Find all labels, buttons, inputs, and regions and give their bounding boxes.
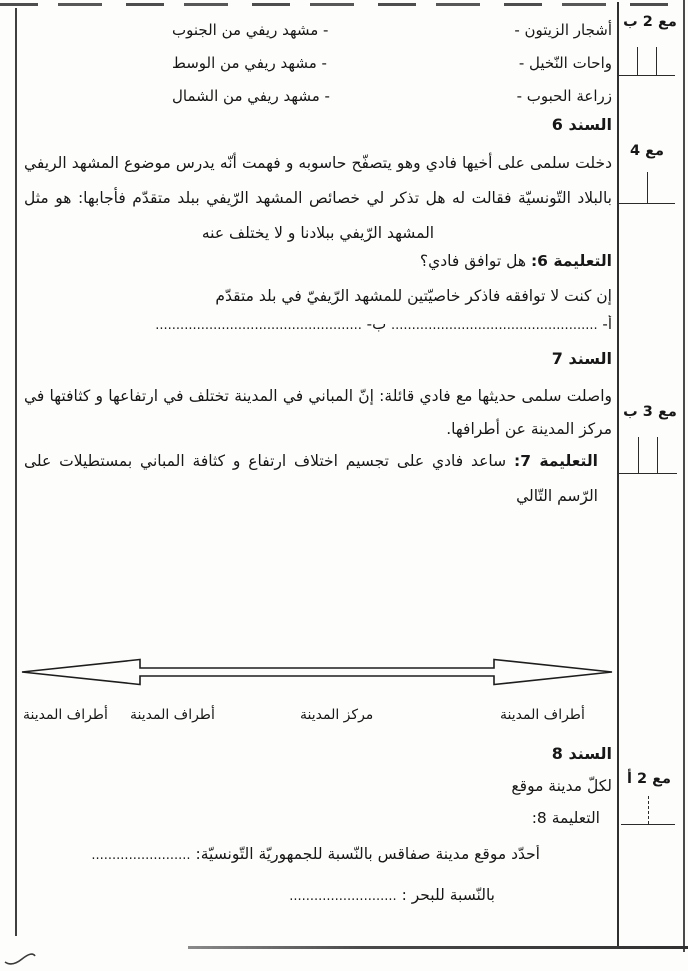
score-cell (619, 47, 637, 75)
taalima6-question: هل توافق فادي؟ (419, 252, 526, 270)
matching-row (172, 47, 612, 80)
score-cell (619, 437, 638, 473)
sanad8-line1-text: أحدّد موقع مدينة صفاقس بالنّسبة للجمهوريّة التّونسيّة: (195, 845, 540, 863)
score-label-3: مع 3 ب (623, 404, 677, 420)
sanad8-title: السند 8 (551, 744, 612, 763)
sanad6-body: دخلت سلمى على أخيها فادي وهو يتصفّح حاسوبه و فهمت أنّه يدرس موضوع المشهد الريفي بالبلاد التّونسيّة فقالت له هل تذكر لي خصائص المشهد الرّيفي ببلد متقدّم فأجابها: هو مثل المشهد الرّيفي ببلادنا و لا يختلف عنه (24, 154, 612, 242)
score-label-2: مع 4 (629, 143, 665, 159)
left-border (15, 8, 17, 936)
sanad7-title: السند 7 (551, 349, 612, 368)
matching-right-item: واحات النّخيل - (518, 54, 612, 72)
matching-row (172, 80, 612, 113)
taalima8-label: التعليمة 8: (531, 809, 600, 827)
matching-left-item: - مشهد ريفي من الجنوب (172, 21, 329, 39)
sanad8-answer-line-1 (91, 845, 540, 863)
sanad8-line2-dotted-line: .......................... (289, 889, 397, 904)
sanad8-answer-line-2 (289, 886, 495, 904)
score-cell (621, 796, 648, 824)
matching-row (172, 14, 612, 47)
answer-line-6 (28, 315, 612, 333)
score-cell (637, 47, 656, 75)
top-border-dashed (0, 3, 688, 6)
sanad8-body: لكلّ مدينة موقع (511, 777, 612, 795)
answer-b-dotted-line: .................................................. (155, 318, 362, 333)
taalima7-label: التعليمة 7: (514, 452, 598, 470)
score-box-1 (619, 47, 675, 76)
sanad7-body: واصلت سلمى حديثها مع فادي قائلة: إنّ المباني في المدينة تختلف في ارتفاعها و كثافتها في مركز المدينة عن أطرافها. (24, 387, 612, 438)
matching-left-item: - مشهد ريفي من الشمال (172, 87, 330, 105)
double-arrow-icon (20, 655, 614, 689)
score-box-3 (619, 437, 677, 474)
answer-b-label: ب- (366, 315, 387, 333)
taalima7-text: ساعد فادي على تجسيم اختلاف ارتفاع و كثافة المباني بمستطيلات على الرّسم التّالي (24, 452, 598, 505)
answer-a-label: أ- (602, 315, 612, 333)
diagram-label-outskirts-left-outer: أطراف المدينة (23, 707, 108, 723)
score-box-2 (619, 172, 675, 204)
diagram-label-city-center: مركز المدينة (300, 707, 374, 723)
sanad8-line2-text: بالنّسبة للبحر : (401, 886, 495, 904)
score-cell (657, 437, 677, 473)
matching-exercise (22, 14, 612, 113)
diagram-label-outskirts-right: أطراف المدينة (500, 707, 585, 723)
score-cell (638, 437, 658, 473)
sanad8-line1-dotted-line: ........................ (91, 848, 191, 863)
right-border (683, 0, 685, 952)
score-cell (619, 172, 647, 203)
matching-right-item: أشجار الزيتون - (514, 21, 612, 39)
score-cell (656, 47, 675, 75)
answer-a-dotted-line: .................................................. (391, 318, 598, 333)
sanad6-title: السند 6 (551, 115, 612, 134)
bottom-border (188, 946, 688, 949)
matching-left-item: - مشهد ريفي من الوسط (172, 54, 327, 72)
pen-squiggle (2, 948, 38, 968)
taalima7-block (24, 444, 598, 514)
score-cell (648, 796, 676, 824)
taalima6-condition: إن كنت لا توافقه فاذكر خاصيّتين للمشهد الرّيفيّ في بلد متقدّم (215, 287, 612, 305)
score-cell (647, 172, 676, 203)
diagram-label-outskirts-left: أطراف المدينة (130, 707, 215, 723)
score-label-1: مع 2 ب (623, 14, 677, 30)
score-box-4 (621, 796, 675, 825)
matching-right-item: زراعة الحبوب - (516, 87, 612, 105)
taalima6-label: التعليمة 6: (530, 252, 612, 270)
taalima6-line (420, 252, 612, 270)
score-label-4: مع 2 أ (626, 771, 672, 787)
